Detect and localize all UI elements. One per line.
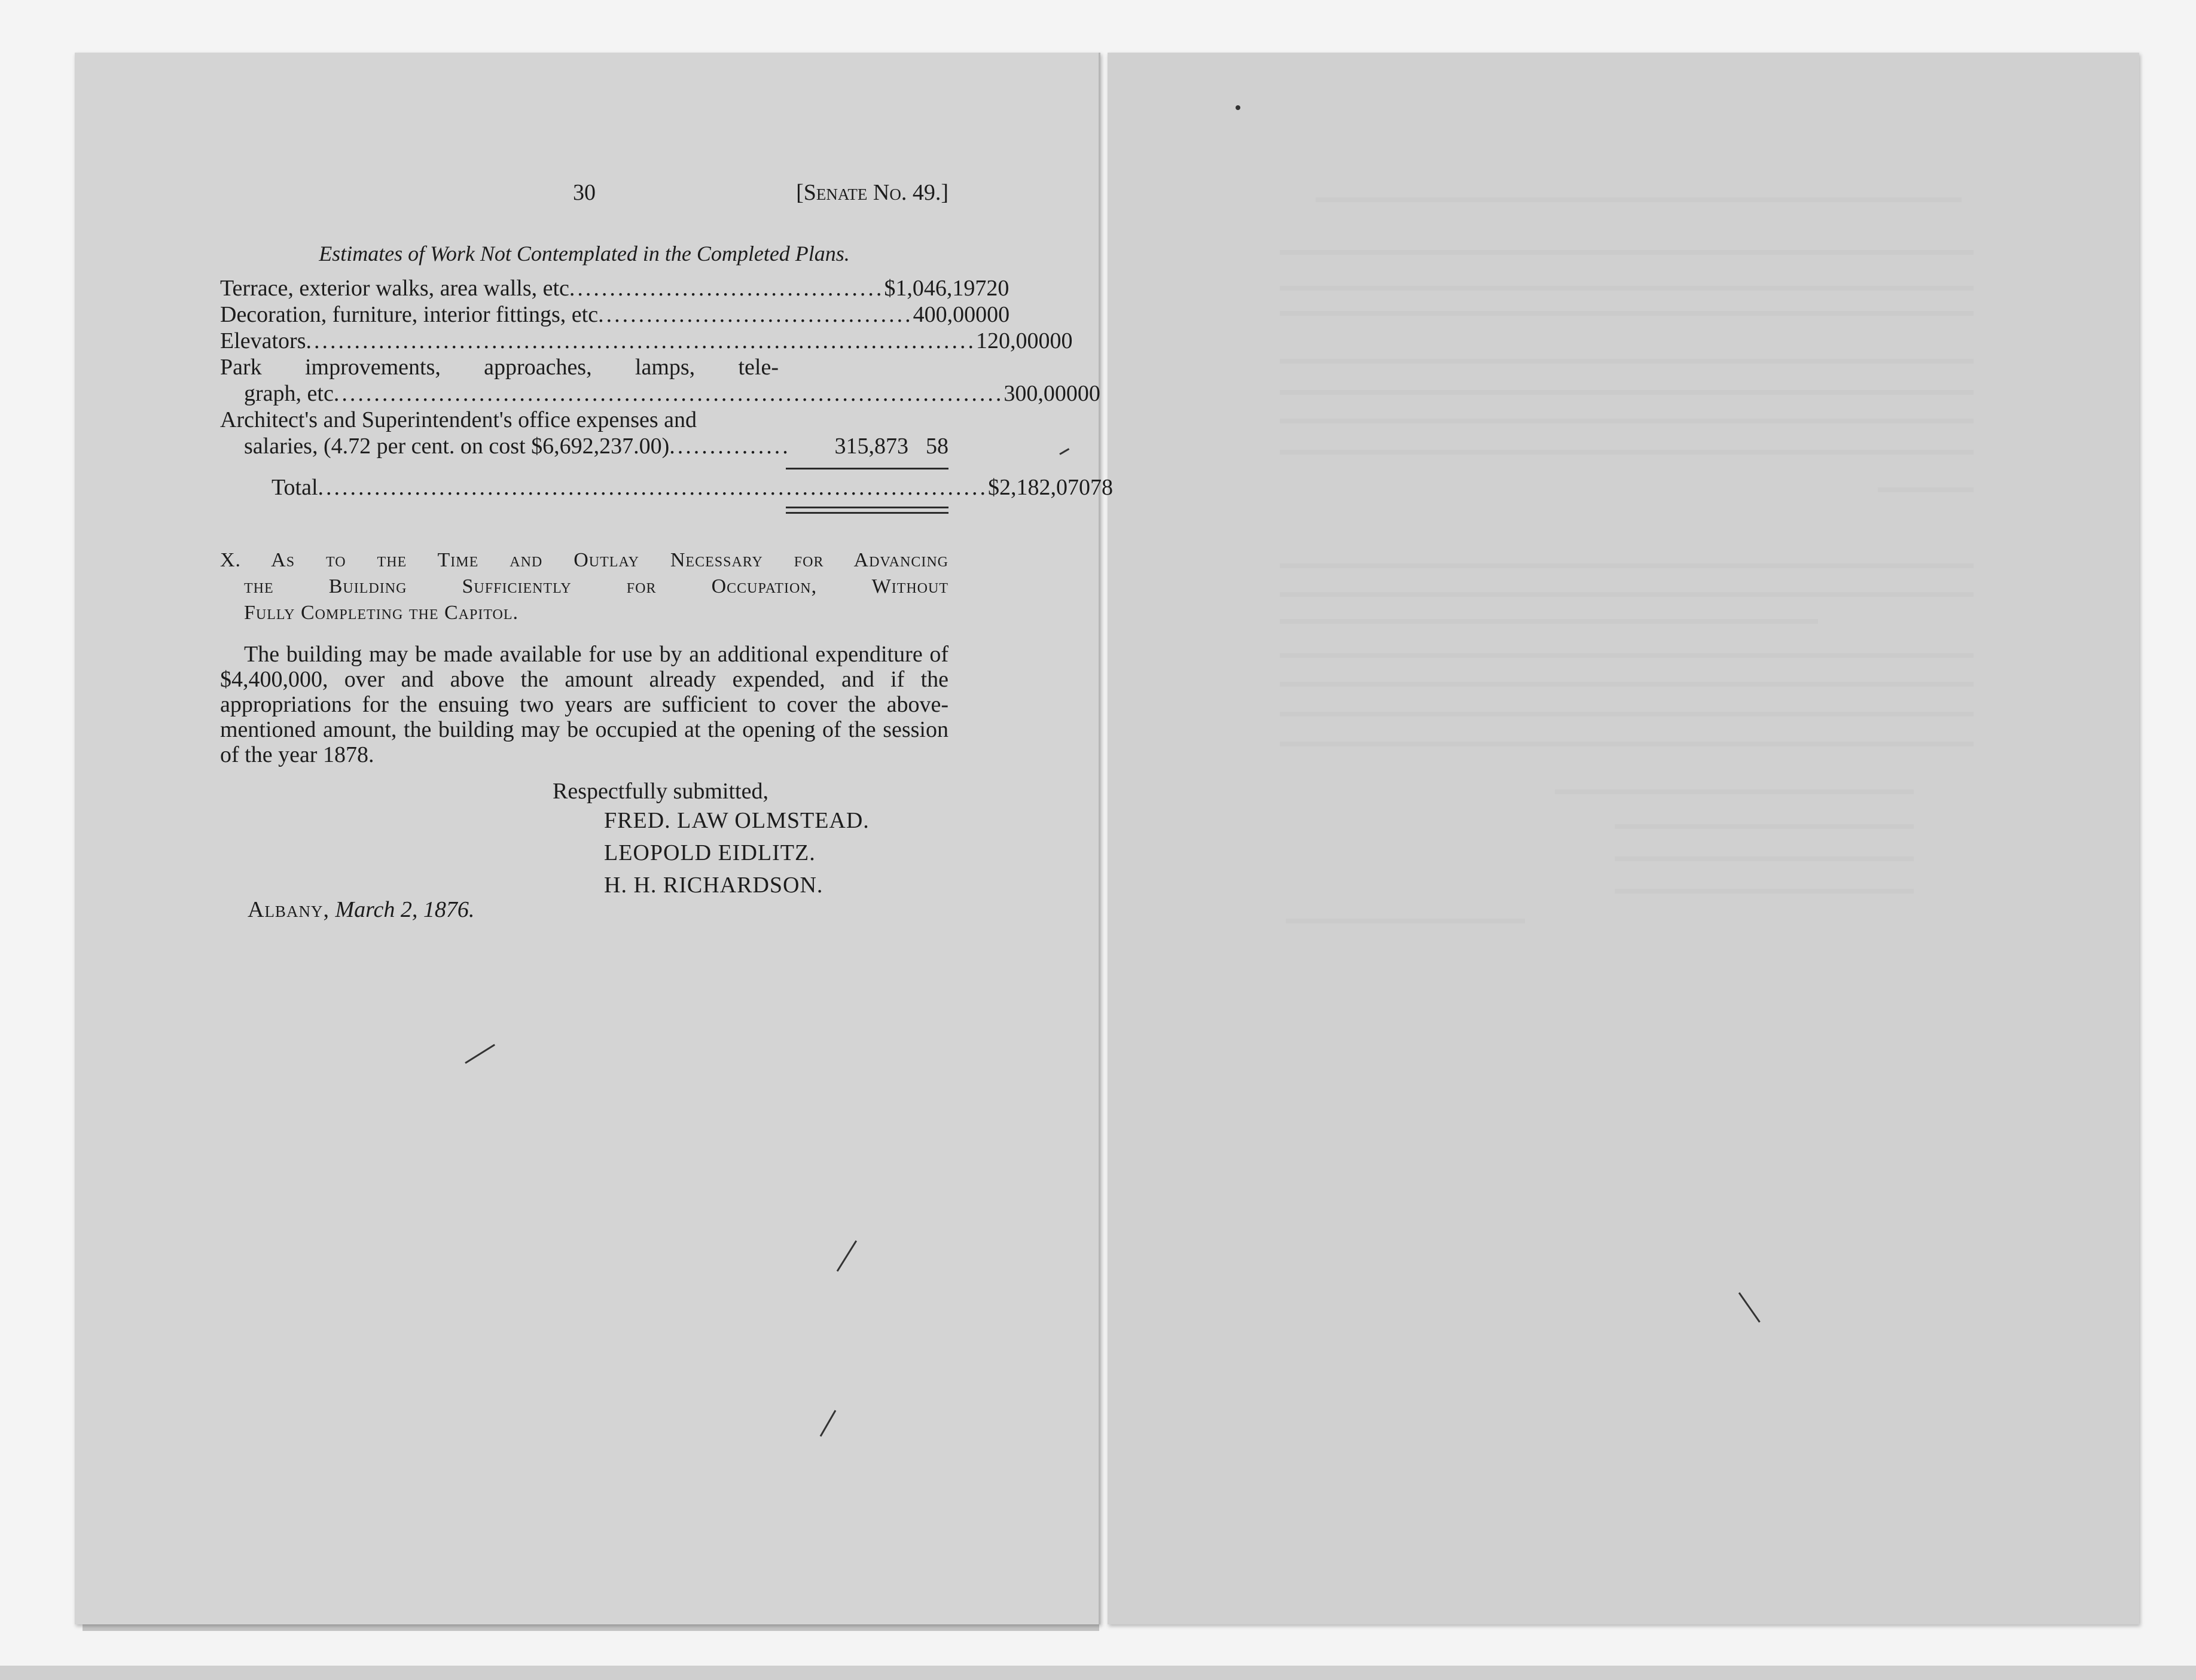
signatory: H. H. RICHARDSON. (604, 873, 824, 898)
signatory: FRED. LAW OLMSTEAD. (604, 808, 870, 833)
row-amount: 300,000 (1004, 381, 1078, 406)
total-label: Total (272, 475, 318, 500)
sum-rule (786, 468, 948, 469)
row-label: Terrace, exterior walks, area walls, etc (220, 276, 569, 301)
section-heading-line3: Fully Completing the Capitol. (244, 602, 519, 624)
pencil-mark (1236, 105, 1240, 110)
section-heading (220, 547, 948, 626)
row-cents: 00 (987, 302, 1010, 327)
row-label-line1: Architect's and Superintendent's office expenses and (220, 407, 697, 432)
row-amount: 120,000 (976, 328, 1050, 353)
signatory: LEOPOLD EIDLITZ. (604, 840, 816, 865)
row-cents: 20 (986, 276, 1009, 301)
row-label-line2: graph, etc (244, 381, 334, 406)
total-amount: $2,182,070 (988, 475, 1091, 500)
section-heading-line2: the Building Sufficiently for Occupation, Without (244, 575, 948, 597)
row-label: Elevators (220, 328, 306, 353)
row-amount: 400,000 (913, 302, 987, 327)
row-cents: 00 (1050, 328, 1073, 353)
row-label-line2: salaries, (4.72 per cent. on cost $6,692,237.00) (244, 434, 670, 459)
row-cents: 58 (926, 434, 948, 459)
running-header (220, 179, 948, 215)
table-row: Terrace, exterior walks, area walls, etc ....................................... $1,046,197 20 (220, 276, 1009, 301)
scan-bottom-edge (0, 1666, 2196, 1680)
page-content (220, 179, 1114, 923)
total-cents: 78 (1090, 475, 1114, 500)
table-row: Elevators ................................................................................... 120,000 00 (220, 328, 1073, 353)
salutation: Respectfully submitted, (553, 779, 768, 804)
place-and-date (220, 897, 948, 923)
page-number: 30 (573, 180, 596, 205)
document-reference: [Senate No. 49.] (796, 180, 948, 205)
row-amount: $1,046,197 (884, 276, 987, 301)
double-rule (786, 507, 948, 514)
estimates-title: Estimates of Work Not Contemplated in the Completed Plans. (319, 242, 850, 266)
place: Albany, (248, 897, 330, 922)
row-label-line1: Park improvements, approaches, lamps, tele- (220, 355, 779, 380)
table-row: graph, etc ................................................................................... 300,000 00 (244, 381, 1100, 406)
table-row: salaries, (4.72 per cent. on cost $6,692,237.00) ............... 315,873 58 (244, 434, 948, 459)
table-row: Decoration, furniture, interior fittings, etc ....................................... 400,000 00 (220, 302, 1010, 327)
section-paragraph: The building may be made available for use by an additional expenditure of $4,400,000, over and above the amount already expended, and if the appropriations for the ensuing two years are sufficient to cover the above-mentioned amount, the building may be occupied at the opening of the session of the year 1878. (220, 642, 948, 767)
section-heading-line1: X. As to the Time and Outlay Necessary for Advancing (220, 549, 948, 571)
row-amount: 315,873 (834, 434, 909, 459)
date: March 2, 1876. (335, 897, 475, 922)
row-label: Decoration, furniture, interior fittings, etc (220, 302, 599, 327)
estimates-table (220, 275, 1114, 514)
total-row: Total ................................................................................... $2,182,070 78 (272, 475, 1114, 500)
row-cents: 00 (1077, 381, 1100, 406)
